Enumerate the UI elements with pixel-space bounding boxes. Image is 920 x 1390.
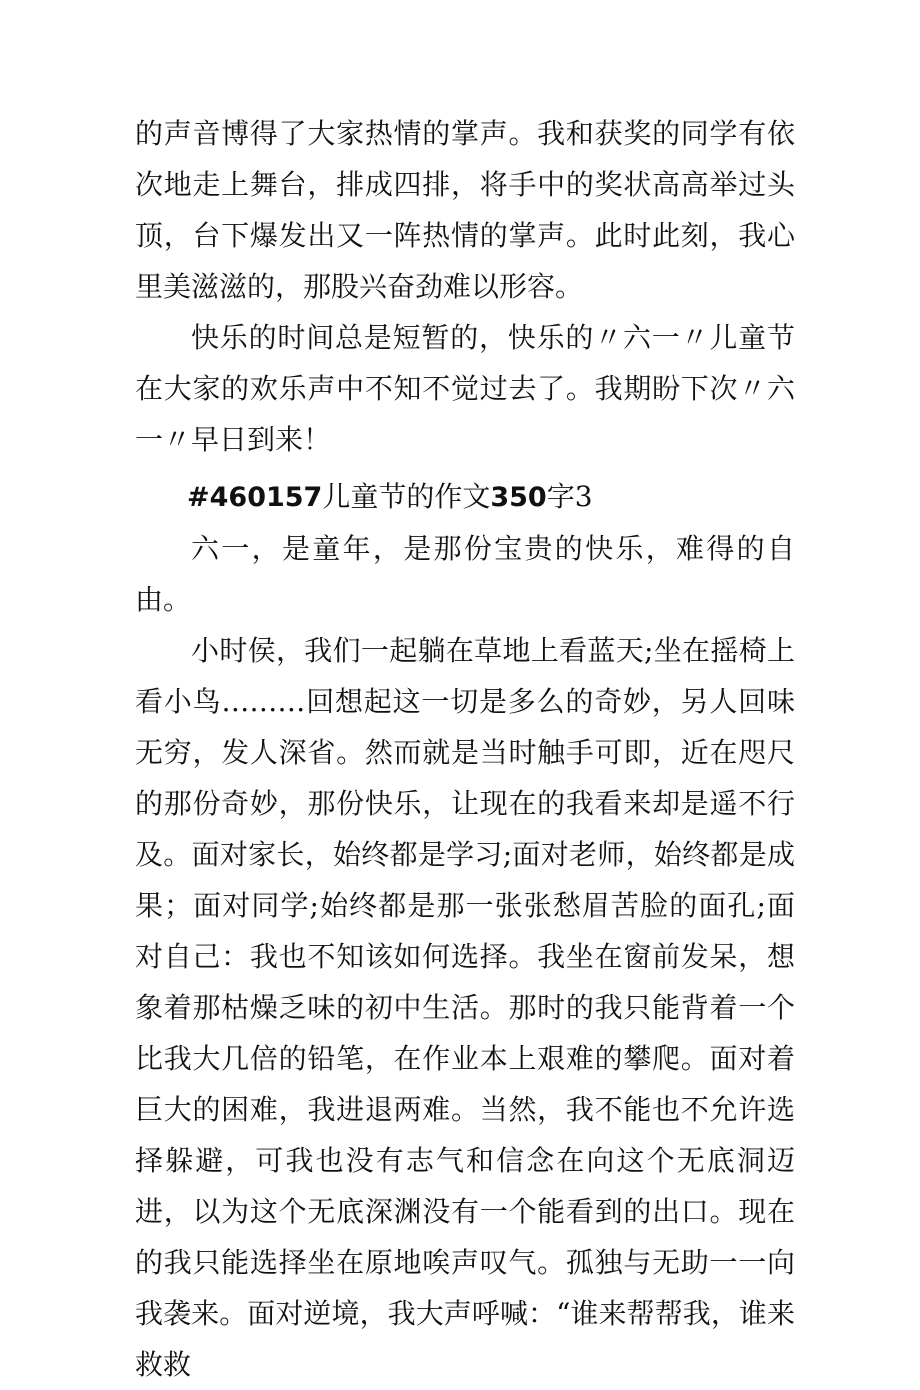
document-body [135, 108, 795, 1390]
paragraph-3: 六一，是童年，是那份宝贵的快乐，难得的自由。 [135, 532, 795, 616]
section-heading [135, 471, 795, 523]
paragraph-1: 的声音博得了大家热情的掌声。我和获奖的同学有依次地走上舞台，排成四排，将手中的奖状高高举过头顶，台下爆发出又一阵热情的掌声。此时此刻，我心里美滋滋的，那股兴奋劲难以形容。 [135, 117, 795, 303]
paragraph-4: 小时侯，我们一起躺在草地上看蓝天;坐在摇椅上看小鸟………回想起这一切是多么的奇妙，另人回味无穷，发人深省。然而就是当时触手可即，近在咫尺的那份奇妙，那份快乐，让现在的我看来却是遥不行及。面对家长，始终都是学习;面对老师，始终都是成果；面对同学;始终都是那一张张愁眉苦脸的面孔;面对自己：我也不知该如何选择。我坐在窗前发呆，想象着那枯燥乏味的初中生活。那时的我只能背着一个比我大几倍的铅笔，在作业本上艰难的攀爬。面对着巨大的困难，我进退两难。当然，我不能也不允许选择躲避，可我也没有志气和信念在向这个无底洞迈进，以为这个无底深渊没有一个能看到的出口。现在的我只能选择坐在原地唉声叹气。孤独与无助一一向我袭来。面对逆境，我大声呼喊：“谁来帮帮我，谁来救救 [135, 634, 795, 1381]
heading-suffix: 字3 [546, 480, 593, 513]
heading-number: 350 [490, 482, 547, 513]
heading-title: 儿童节的作文 [322, 480, 491, 513]
heading-id: #460157 [187, 482, 323, 513]
paragraph-2: 快乐的时间总是短暂的，快乐的〃六一〃儿童节在大家的欢乐声中不知不觉过去了。我期盼下次〃六一〃早日到来！ [135, 321, 795, 456]
